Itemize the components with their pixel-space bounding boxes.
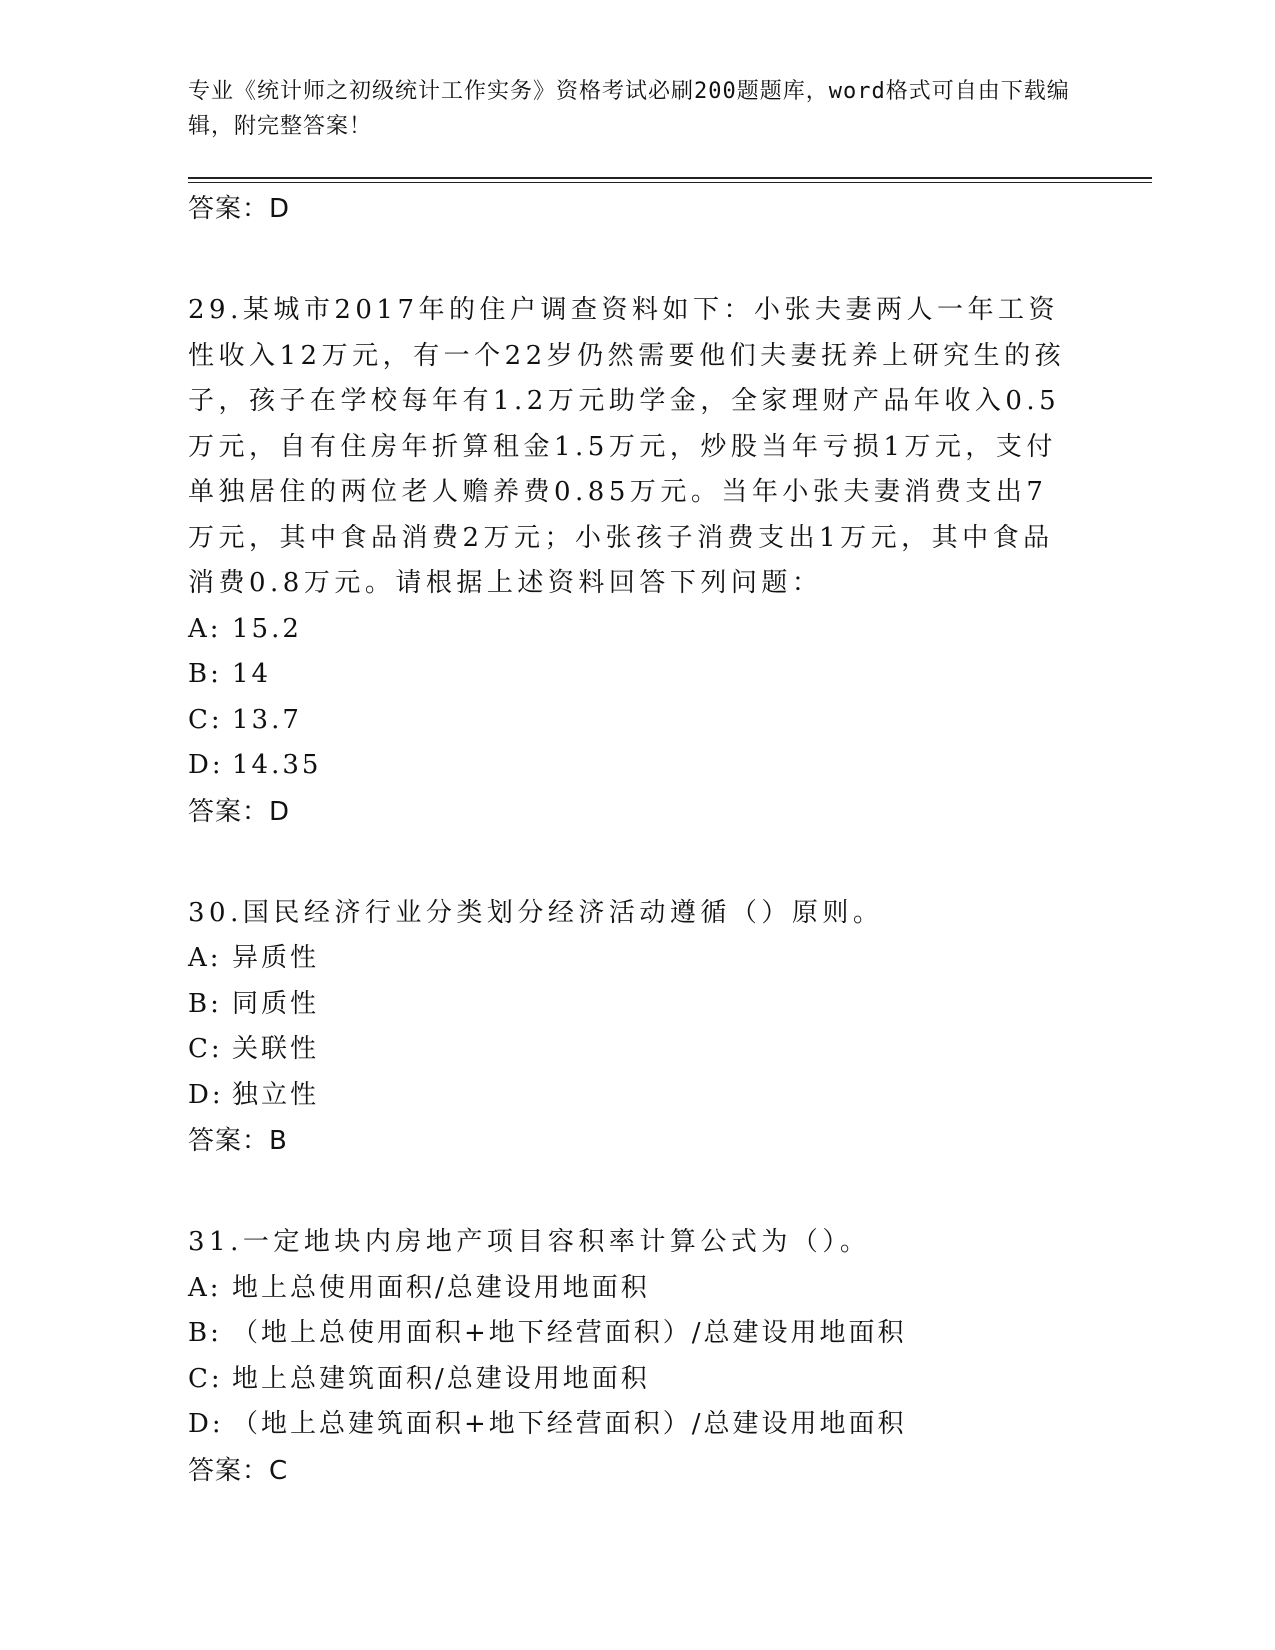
option-letter: C: (188, 1034, 223, 1064)
option-text: 15.2 (232, 613, 302, 644)
option-text: 关联性 (232, 1034, 320, 1064)
question-30 (188, 891, 1068, 1165)
spacer (188, 835, 1068, 891)
header-divider-thin (188, 182, 1152, 183)
option-text: 同质性 (232, 988, 320, 1019)
option-d (188, 1073, 1068, 1119)
option-text: （地上总建筑面积+地下经营面积）/总建设用地面积 (232, 1409, 907, 1439)
option-b (188, 982, 1068, 1028)
option-letter: B: (188, 659, 222, 689)
option-c (188, 698, 1068, 744)
option-letter: C: (188, 704, 223, 735)
option-a (188, 936, 1068, 982)
option-letter: B: (188, 988, 222, 1019)
option-text: 地上总建筑面积/总建设用地面积 (232, 1363, 650, 1394)
option-b (188, 652, 1068, 698)
option-letter: A: (188, 943, 222, 973)
option-text: 独立性 (232, 1079, 320, 1110)
option-c (188, 1027, 1068, 1073)
option-letter: B: (188, 1318, 222, 1348)
option-text: （地上总使用面积+地下经营面积）/总建设用地面积 (232, 1318, 907, 1348)
option-d (188, 1402, 1068, 1448)
option-letter: A: (188, 613, 222, 644)
spacer (188, 1164, 1068, 1220)
question-31 (188, 1220, 1068, 1494)
question-stem: 29.某城市2017年的住户调查资料如下：小张夫妻两人一年工资性收入12万元，有一个22岁仍然需要他们夫妻抚养上研究生的孩子，孩子在学校每年有1.2万元助学金，全家理财产品年收入0.5万元，自有住房年折算租金1.5万元，炒股当年亏损1万元，支付单独居住的两位老人赡养费0.85万元。当年小张夫妻消费支出7万元，其中食品消费2万元；小张孩子消费支出1万元，其中食品消费0.8万元。请根据上述资料回答下列问题： (188, 295, 1066, 598)
spacer (188, 232, 1068, 288)
answer: 答案：C (188, 1455, 289, 1486)
option-text: 地上总使用面积/总建设用地面积 (232, 1272, 650, 1303)
option-a (188, 607, 1068, 653)
answer: 答案：D (188, 796, 291, 827)
document-body (188, 186, 1068, 1494)
option-d (188, 743, 1068, 789)
option-a (188, 1266, 1068, 1312)
option-text: 异质性 (232, 943, 320, 973)
option-b (188, 1311, 1068, 1357)
previous-answer: 答案：D (188, 194, 291, 224)
option-letter: A: (188, 1272, 222, 1303)
option-text: 14.35 (232, 750, 322, 780)
option-text: 13.7 (232, 704, 302, 735)
option-c (188, 1357, 1068, 1403)
option-letter: D: (188, 1409, 224, 1439)
question-stem: 31.一定地块内房地产项目容积率计算公式为（）。 (188, 1227, 871, 1257)
option-letter: D: (188, 1079, 224, 1110)
answer: 答案：B (188, 1126, 288, 1156)
option-letter: D: (188, 750, 224, 780)
header-divider (188, 177, 1152, 179)
question-stem: 30.国民经济行业分类划分经济活动遵循（）原则。 (188, 897, 884, 928)
question-29 (188, 288, 1068, 835)
option-letter: C: (188, 1363, 223, 1394)
document-header: 专业《统计师之初级统计工作实务》资格考试必刷200题题库，word格式可自由下载编辑，附完整答案！ (188, 79, 1070, 139)
option-text: 14 (232, 659, 272, 689)
